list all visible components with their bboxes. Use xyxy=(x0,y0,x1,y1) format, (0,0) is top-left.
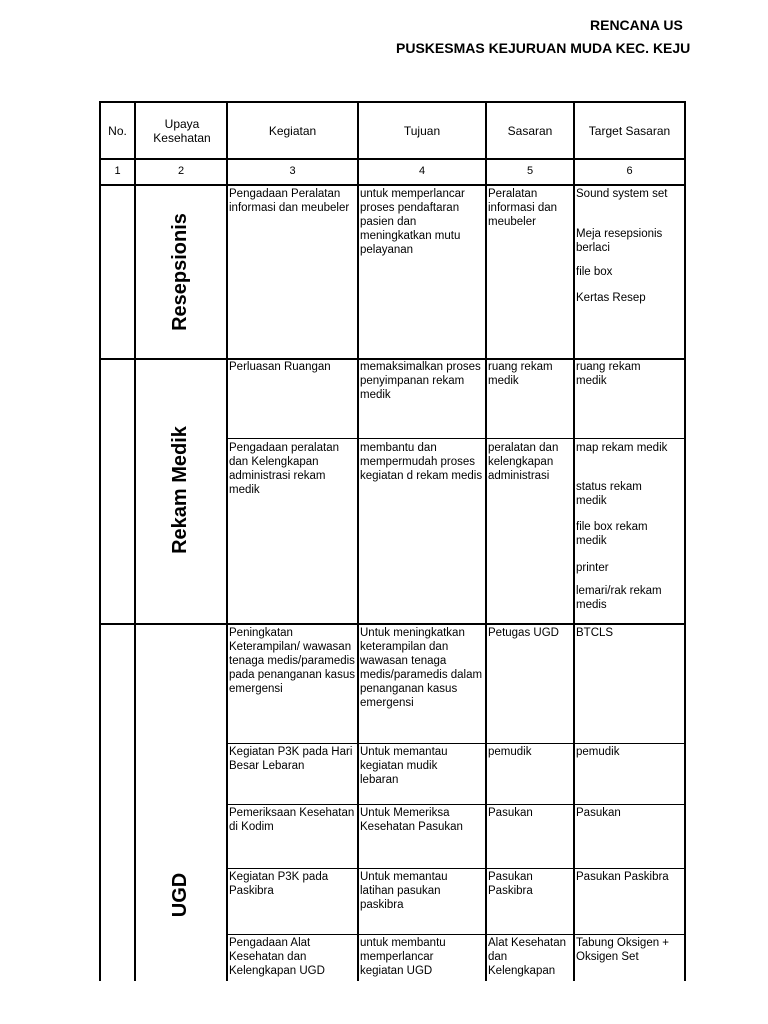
col-line-2 xyxy=(226,101,228,981)
section-label-resepsionis: Resepsionis xyxy=(169,213,191,331)
col-line-1 xyxy=(134,101,136,981)
target-cell: Tabung Oksigen + Oksigen Set xyxy=(576,937,670,963)
target-cell: file box xyxy=(576,266,613,278)
tujuan-cell: Untuk memantau latihan pasukan paskibra xyxy=(360,871,448,911)
tujuan-cell: untuk membantu memperlancar kegiatan UGD xyxy=(360,937,446,977)
row-border xyxy=(226,438,686,439)
col-line-0 xyxy=(99,101,101,981)
header-upaya: Upaya Kesehatan xyxy=(153,116,211,145)
sasaran-cell: Peralatan informasi dan meubeler xyxy=(488,188,558,228)
sasaran-cell: Pasukan Paskibra xyxy=(488,871,533,897)
header-target-sasaran: Target Sasaran xyxy=(588,123,671,138)
kegiatan-cell: Pengadaan peralatan dan Kelengkapan administrasi rekam medik xyxy=(229,442,339,496)
header-kegiatan: Kegiatan xyxy=(268,123,317,138)
col-line-3 xyxy=(357,101,359,981)
kegiatan-cell: Kegiatan P3K pada Paskibra xyxy=(229,871,329,897)
section-label-ugd: UGD xyxy=(169,872,191,918)
document-title: RENCANA US xyxy=(590,17,683,33)
target-cell: Sound system set xyxy=(576,188,668,200)
section-label-rekam-medik: Rekam Medik xyxy=(169,426,191,554)
tujuan-cell: Untuk Memeriksa Kesehatan Pasukan xyxy=(360,807,463,833)
header-no: No. xyxy=(108,123,127,138)
kegiatan-cell: Pengadaan Peralatan informasi dan meubeler xyxy=(229,188,350,214)
row-border xyxy=(226,868,686,869)
tujuan-cell: memaksimalkan proses penyimpanan rekam medik xyxy=(360,361,481,401)
col-number: 4 xyxy=(418,165,426,177)
col-line-5 xyxy=(573,101,575,981)
header-border xyxy=(99,158,686,160)
sasaran-cell: Petugas UGD xyxy=(488,627,559,639)
row-border xyxy=(226,743,686,744)
target-cell: Meja resepsionis berlaci xyxy=(576,228,663,254)
kegiatan-cell: Perluasan Ruangan xyxy=(229,361,331,373)
kegiatan-cell: Kegiatan P3K pada Hari Besar Lebaran xyxy=(229,746,353,772)
target-cell: Pasukan xyxy=(576,807,621,819)
document-subtitle: PUSKESMAS KEJURUAN MUDA KEC. KEJU xyxy=(396,40,691,56)
sasaran-cell: Pasukan xyxy=(488,807,533,819)
col-number: 2 xyxy=(177,165,185,177)
target-cell: BTCLS xyxy=(576,627,614,639)
target-cell: status rekam medik xyxy=(576,481,642,507)
target-cell: file box rekam medik xyxy=(576,521,648,547)
tujuan-cell: Untuk memantau kegiatan mudik lebaran xyxy=(360,746,448,786)
kegiatan-cell: Peningkatan Keterampilan/ wawasan tenaga medis/paramedis pada penanganan kasus emergensi xyxy=(229,627,355,695)
kegiatan-cell: Pemeriksaan Kesehatan di Kodim xyxy=(229,807,355,833)
sasaran-cell: peralatan dan kelengkapan administrasi xyxy=(488,442,559,482)
target-cell: lemari/rak rekam medis xyxy=(576,585,662,611)
tujuan-cell: untuk memperlancar proses pendaftaran pasien dan meningkatkan mutu pelayanan xyxy=(360,188,465,256)
sasaran-cell: ruang rekam medik xyxy=(488,361,553,387)
col-number: 1 xyxy=(114,165,121,177)
col-number: 3 xyxy=(289,165,296,177)
kegiatan-cell: Pengadaan Alat Kesehatan dan Kelengkapan UGD xyxy=(229,937,325,977)
row-border xyxy=(226,934,686,935)
target-cell: pemudik xyxy=(576,746,620,758)
section-border-2 xyxy=(99,623,686,625)
col-number: 5 xyxy=(526,165,534,177)
header-tujuan: Tujuan xyxy=(403,123,441,138)
numbers-border xyxy=(99,184,686,186)
header-sasaran: Sasaran xyxy=(507,123,553,138)
tujuan-cell: membantu dan mempermudah proses kegiatan d rekam medis xyxy=(360,442,483,482)
target-cell: printer xyxy=(576,562,609,574)
row-border xyxy=(226,804,686,805)
target-cell: ruang rekam medik xyxy=(576,361,641,387)
sasaran-cell: Alat Kesehatan dan Kelengkapan xyxy=(488,937,567,977)
target-cell: Kertas Resep xyxy=(576,292,646,304)
target-cell: map rekam medik xyxy=(576,442,668,454)
target-cell: Pasukan Paskibra xyxy=(576,871,669,883)
tujuan-cell: Untuk meningkatkan keterampilan dan wawasan tenaga medis/paramedis dalam penanganan kasus emergensi xyxy=(360,627,483,709)
col-line-6 xyxy=(684,101,686,981)
col-line-4 xyxy=(485,101,487,981)
sasaran-cell: pemudik xyxy=(488,746,532,758)
col-number: 6 xyxy=(626,165,633,177)
